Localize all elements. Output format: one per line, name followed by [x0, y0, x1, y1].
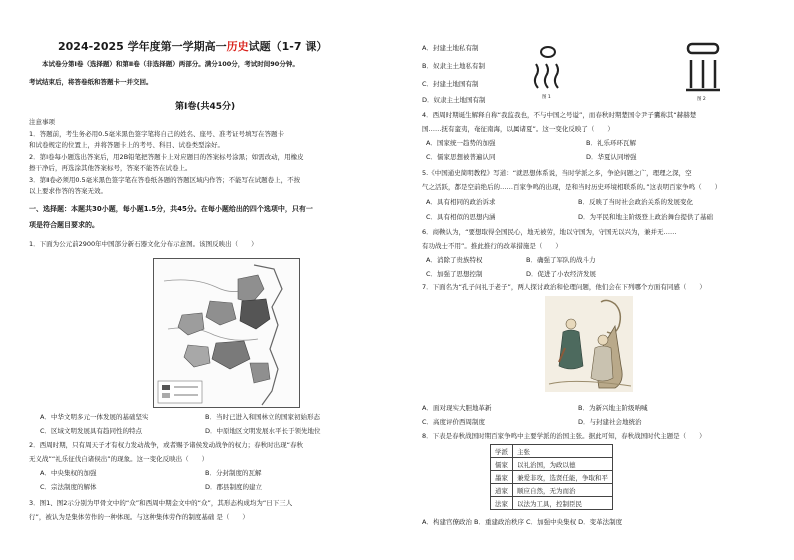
q8-stem: 8．下表是春秋战国时期百家争鸣中主要学派的治国主张。据此可知，春秋战国时代主题是（ ） [422, 432, 706, 440]
section1-line2: 项是符合题目要求的。 [29, 221, 99, 229]
confucius-laozi-painting [545, 296, 633, 392]
q4-line1: 4．西周时期诞生解释自称“我监我也，不与中国之号谥”，而春秋时期楚国令尹子囊称其“赫赫楚 [422, 111, 697, 119]
person-stroke [545, 64, 548, 88]
oracle-glyph-figure [530, 44, 566, 102]
note-line: 1．答题前，考生务必用0.5毫米黑色签字笔将自己的姓名、座号、准考证号填写在答题卡 [29, 130, 284, 138]
figure-robe [559, 330, 583, 369]
q2-option-d: D．郡县制度的建立 [205, 483, 263, 491]
table-cell: 以法为工具，控制臣民 [513, 497, 613, 510]
culture-region [178, 313, 204, 335]
table-row [491, 484, 613, 497]
table-cell: 法家 [491, 497, 513, 510]
q7-stem: 7．下面名为“孔子问礼于老子”，两人探讨政治和伦理问题，他们会在下列哪个方面有同感（ ） [422, 283, 706, 291]
section-title: 第Ⅰ卷(共45分) [175, 102, 236, 112]
q4-line2: 国……抚有蛮夷，奄征南海，以属诸夏”。这一变化反映了（ ） [422, 125, 614, 133]
q6-option-a: A．消除了贵族特权 [426, 256, 483, 264]
notes-heading: 注意事项 [29, 118, 55, 126]
q3-option-c: C．封建土地国有制 [422, 80, 479, 88]
q3-line1: 3．图1、图2示分别为甲骨文中的“众”和西周中期金文中的“众”，其形态构成均为“日下三人 [29, 499, 293, 507]
q7-option-d: D．与封建社会地统治 [578, 418, 642, 426]
q1-stem: 1．下面为公元前2900年中国部分新石器文化分布示意图。该图反映出（ ） [29, 240, 258, 248]
q1-option-c: C．区域文明发展具有趋同性的特点 [40, 427, 143, 435]
note-line: 和试卷规定的位置上，并将答题卡上的考号、科目、试卷类型涂好。 [29, 141, 224, 149]
intro-line-2: 考试结束后，将答卷纸和答题卡一并交回。 [29, 78, 153, 86]
neolithic-map [153, 258, 300, 408]
table-header-row [491, 445, 613, 458]
intro-line-1: 本试卷分第Ⅰ卷（选择题）和第Ⅱ卷（非选择题）两部分。满分100分，考试时间90分钟。 [42, 60, 299, 68]
note-line: 擦干净后，再选涂其他答案标号，答案不能答在试卷上。 [29, 164, 192, 172]
q2-option-b: B．分封制度的瓦解 [205, 469, 262, 477]
legend-swatch [162, 393, 170, 398]
q8-options: A．构建官僚政治 B．重建政治秩序 C．加强中央集权 D．变革法制度 [422, 518, 623, 526]
table-cell: 墨家 [491, 471, 513, 484]
q7-option-b: B．为新兴地主阶级呐喊 [578, 404, 648, 412]
q4-option-b: B．礼乐环环瓦解 [586, 139, 636, 147]
title-part2: 试题（1-7 课） [248, 40, 328, 53]
person-stroke [535, 64, 538, 88]
section1-line1: 一、选择题：本题共30小题，每小题1.5分，共45分。在每小题给出的四个选项中，只有一 [29, 205, 313, 213]
table-cell: 兼爱非攻，选贤任能，争取和平 [513, 471, 613, 484]
legend-swatch [162, 385, 170, 390]
q1-option-d: D．中原地区文明发展水平长于领先地位 [205, 427, 321, 435]
person-stroke [555, 64, 558, 88]
culture-region [250, 363, 270, 383]
q3-option-a: A．封建土地私有制 [422, 44, 479, 52]
q2-line2: 无义战”“礼乐征伐自诸侯出”的现象。这一变化反映出（ ） [29, 455, 209, 463]
river [164, 280, 246, 292]
q5-option-d: D．为平民和地主阶级登上政治舞台提供了基础 [578, 213, 714, 221]
title-part1: 2024-2025 学年度第一学期高一 [58, 40, 227, 53]
table-cell: 顺应自然，无为而治 [513, 484, 613, 497]
culture-region [212, 341, 250, 369]
q1-option-b: B．当时已进入和国林立的国家初始形态 [205, 413, 320, 421]
q2-option-a: A．中央集权的加强 [40, 469, 97, 477]
q6-option-d: D．促进了小农经济发展 [526, 270, 597, 278]
figure-robe [591, 346, 613, 381]
figure-head [566, 319, 576, 329]
q6-option-b: B．确强了军队的战斗力 [526, 256, 596, 264]
q4-option-a: A．国家统一趋势的加强 [426, 139, 496, 147]
q5-option-a: A．具有相同的政治诉求 [426, 198, 496, 206]
q7-option-c: C．高度评价西周制度 [422, 418, 486, 426]
figure-2-caption: 图 2 [697, 97, 706, 102]
q3-line2: 行”，被认为是集体劳作的一种体现。与这种集体劳作的制度基础 是（ ） [29, 513, 249, 521]
q3-option-d: D．奴隶主土地国有制 [422, 96, 486, 104]
map-legend [158, 381, 202, 403]
q6-line1: 6．商鞅认为，“要想取得全国民心，地无被劳，地以守国为，守国无以兴为，兼并无…… [422, 228, 677, 236]
q4-option-d: D．华夏认同增强 [586, 153, 637, 161]
school-table [490, 444, 613, 510]
bronze-glyph-svg [682, 42, 724, 94]
q5-option-c: C．具有相似的思想内涵 [426, 213, 496, 221]
culture-region [240, 299, 270, 329]
oracle-glyph-svg [530, 44, 566, 92]
page-title [58, 38, 327, 54]
q6-option-c: C．加强了思想控制 [426, 270, 483, 278]
map-svg [154, 259, 299, 407]
q5-option-b: B．反映了当时社会政治关系的发展变化 [578, 198, 693, 206]
q2-option-c: C．宗法制度的解体 [40, 483, 97, 491]
q3-option-b: B．奴隶主土地私有制 [422, 62, 485, 70]
table-header-cell: 主张 [513, 445, 613, 458]
table-row [491, 497, 613, 510]
table-cell: 以礼治国，为政以德 [513, 458, 613, 471]
table-row [491, 471, 613, 484]
tree-branch [601, 300, 620, 333]
q2-line1: 2．西周时期，只有周天子才有权力发动战争，或者赐予诸侯发动战争的权力；春秋时出现“春秋 [29, 441, 304, 449]
q4-option-c: C．儒家思想被普遍认同 [426, 153, 496, 161]
table-row [491, 458, 613, 471]
title-subject: 历史 [226, 40, 249, 53]
sun-stroke [688, 44, 718, 53]
culture-region [238, 275, 264, 303]
note-line: 以上要求作答的答案无效。 [29, 187, 107, 195]
bronze-glyph-figure [682, 42, 724, 104]
sun-stroke [541, 47, 555, 57]
culture-region [206, 301, 236, 325]
table-cell: 道家 [491, 484, 513, 497]
figure-head [598, 335, 608, 345]
q7-option-a: A．面对现实大胆地革新 [422, 404, 492, 412]
figure-1-caption: 图 1 [542, 95, 551, 100]
q5-line1: 5.《中国通史简明教程》写道：“就思想体系说，当时学派之多，争论问题之广，理理之深，空 [422, 169, 692, 177]
painting-svg [545, 296, 633, 392]
culture-region [184, 345, 210, 367]
note-line: 2．第Ⅰ卷每小题选出答案后，用2B铅笔把答题卡上对应题目的答案标号涂黑；如需改动，用橡皮 [29, 153, 304, 161]
q6-line2: 有功战士不用”。推此推行的改革措施是（ ） [422, 242, 562, 250]
table-header-cell: 学派 [491, 445, 513, 458]
q1-option-a: A．中华文明多元一体发展的基础坚实 [40, 413, 149, 421]
table-cell: 儒家 [491, 458, 513, 471]
q5-line2: 气之活跃，都是空前绝后的……百家争鸣的出现，是和当时历史环境相联系的。”这表明百家争鸣（ ） [422, 183, 722, 191]
note-line: 3．第Ⅱ卷必须用0.5毫米黑色签字笔在答卷纸各题的答题区域内作答；不能写在试题卷上，不按 [29, 176, 301, 184]
